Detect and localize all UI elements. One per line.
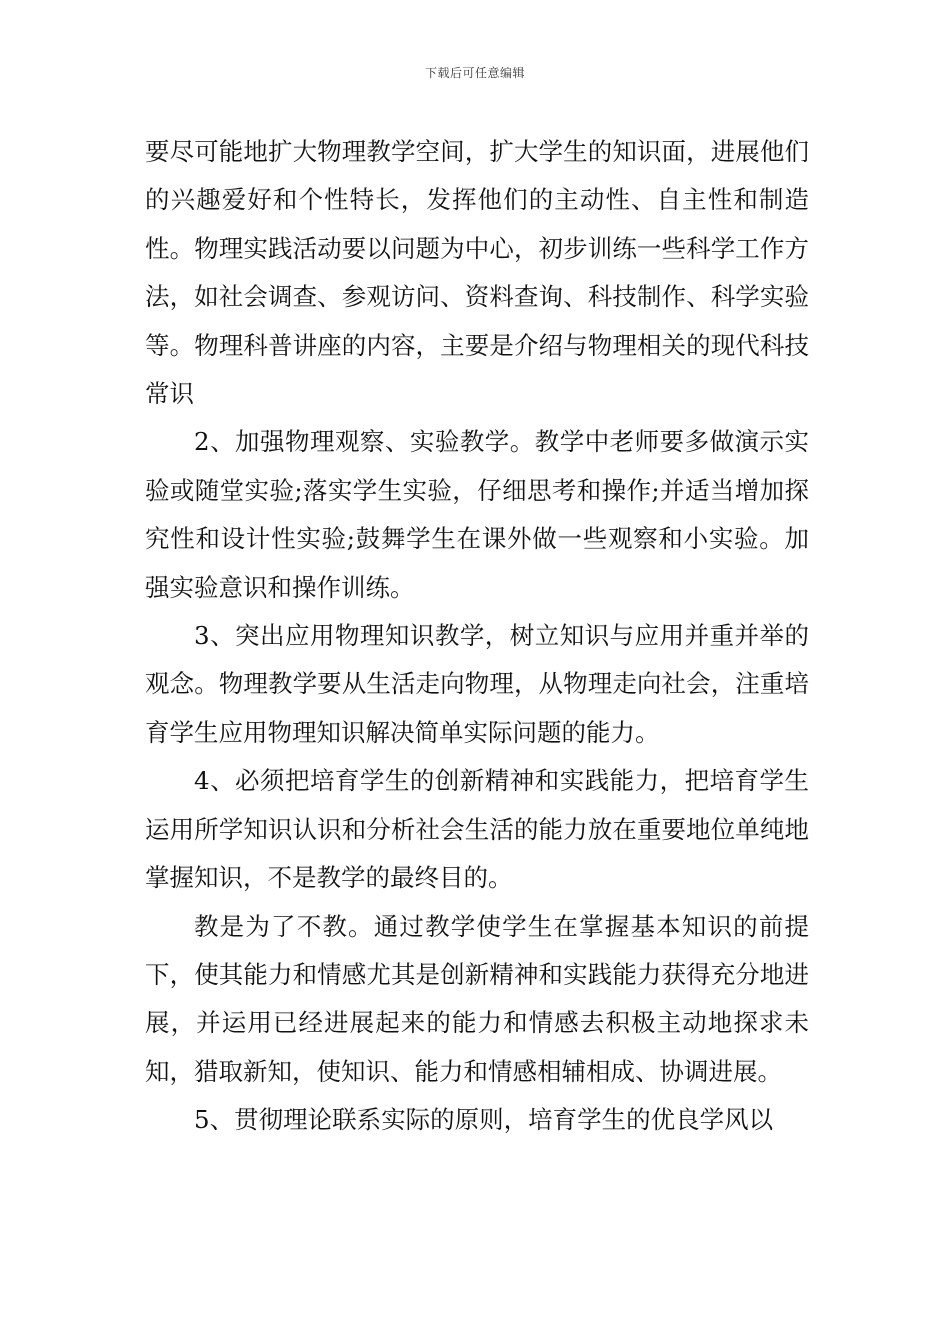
paragraph-5: 教是为了不教。通过教学使学生在掌握基本知识的前提下，使其能力和情感尤其是创新精神和实践能力获得充分地进展，并运用已经进展起来的能力和情感去积极主动地探求未知，猎取新知，使知识、能力和情感相辅相成、协调进展。 xyxy=(145,911,809,1086)
header-note: 下载后可任意编辑 xyxy=(424,66,525,80)
paragraph-4: 4、必须把培育学生的创新精神和实践能力，把培育学生运用所学知识认识和分析社会生活的能力放在重要地位单纯地掌握知识，不是教学的最终目的。 xyxy=(145,766,809,893)
paragraph-2: 2、加强物理观察、实验教学。教学中老师要多做演示实验或随堂实验;落实学生实验，仔细思考和操作;并适当增加探究性和设计性实验;鼓舞学生在课外做一些观察和小实验。加强实验意识和操作训练。 xyxy=(145,427,809,602)
paragraph-1: 要尽可能地扩大物理教学空间，扩大学生的知识面，进展他们的兴趣爱好和个性特长，发挥他们的主动性、自主性和制造性。物理实践活动要以问题为中心，初步训练一些科学工作方法，如社会调查、参观访问、资料查询、科技制作、科学实验等。物理科普讲座的内容，主要是介绍与物理相关的现代科技常识 xyxy=(145,137,809,409)
document-body xyxy=(145,128,809,1145)
paragraph-6: 5、贯彻理论联系实际的原则，培育学生的优良学风以 xyxy=(194,1105,774,1135)
paragraph-3: 3、突出应用物理知识教学，树立知识与应用并重并举的观念。物理教学要从生活走向物理，从物理走向社会，注重培育学生应用物理知识解决简单实际问题的能力。 xyxy=(145,621,809,747)
